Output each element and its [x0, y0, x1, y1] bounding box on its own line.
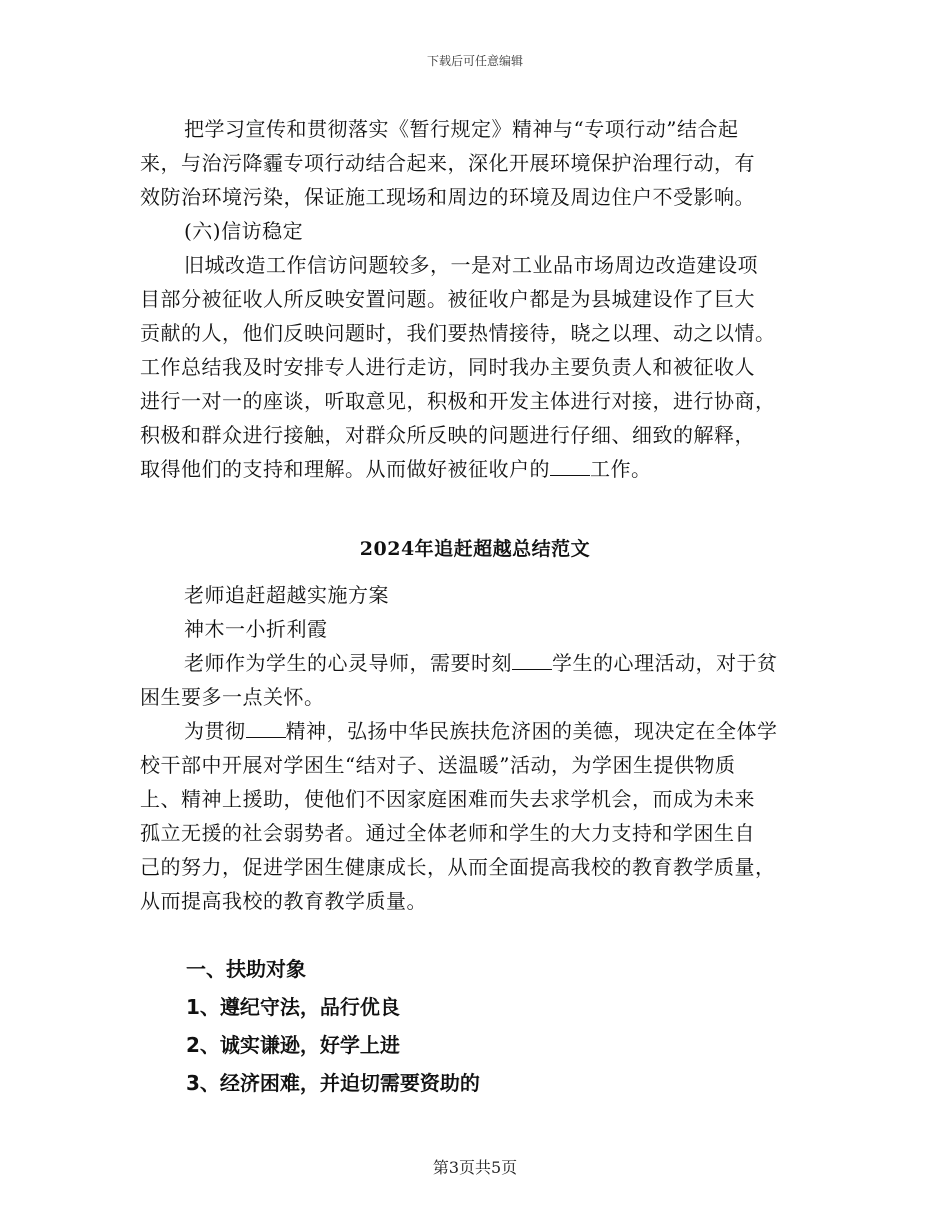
section-title: 2024年追赶超越总结范文	[359, 538, 591, 560]
text-line: 工作总结我及时安排专人进行走访，同时我办主要负责人和被征收人	[140, 355, 755, 379]
text-line: 贡献的人，他们反映问题时，我们要热情接待，晓之以理、动之以情。	[140, 321, 776, 345]
text-fragment: 老师作为学生的心灵导师，需要时刻	[184, 651, 512, 675]
list-item: 3、经济困难，并迫切需要资助的	[186, 1071, 480, 1095]
blank-underline	[246, 719, 286, 738]
text-line: 来，与治污降霾专项行动结合起来，深化开展环境保护治理行动，有	[140, 151, 755, 175]
text-line: 效防治环境污染，保证施工现场和周边的环境及周边住户不受影响。	[140, 185, 755, 209]
text-line: 进行一对一的座谈，听取意见，积极和开发主体进行对接，进行协商，	[140, 389, 776, 413]
text-line: 旧城改造工作信访问题较多，一是对工业品市场周边改造建设项	[184, 253, 758, 277]
subtitle: 老师追赶超越实施方案	[184, 583, 389, 607]
text-line: 把学习宣传和贯彻落实《暂行规定》精神与“专项行动”结合起	[184, 117, 739, 141]
text-fragment: 为贯彻	[184, 719, 246, 743]
text-line: 孤立无援的社会弱势者。通过全体老师和学生的大力支持和学困生自	[140, 821, 755, 845]
blank-underline	[550, 457, 590, 476]
text-fragment: 工作。	[590, 457, 652, 481]
text-line: 积极和群众进行接触，对群众所反映的问题进行仔细、细致的解释，	[140, 423, 755, 447]
text-line	[140, 714, 820, 748]
section-heading: (六)信访稳定	[184, 219, 304, 243]
bold-list	[186, 950, 786, 1102]
text-line	[140, 646, 820, 680]
text-line: 目部分被征收人所反映安置问题。被征收户都是为县城建设作了巨大	[140, 287, 755, 311]
author-line: 神木一小折利霞	[184, 617, 328, 641]
page-number: 第3页共5页	[432, 1158, 518, 1177]
blank-underline	[512, 651, 552, 670]
text-fragment: 取得他们的支持和理解。从而做好被征收户的	[140, 457, 550, 481]
text-fragment: 精神，弘扬中华民族扶危济困的美德，现决定在全体学	[285, 719, 778, 743]
list-item: 2、诚实谦逊，好学上进	[186, 1033, 400, 1057]
paragraph-block-2	[140, 578, 820, 918]
header-note: 下载后可任意编辑	[426, 54, 523, 68]
text-line	[140, 452, 820, 486]
text-line: 己的努力，促进学困生健康成长，从而全面提高我校的教育教学质量，	[140, 855, 776, 879]
paragraph-block-1	[140, 112, 820, 486]
text-line: 校干部中开展对学困生“结对子、送温暖”活动，为学困生提供物质	[140, 753, 736, 777]
list-item: 一、扶助对象	[186, 957, 306, 981]
text-fragment: 学生的心理活动，对于贫	[552, 651, 778, 675]
text-line: 上、精神上援助，使他们不因家庭困难而失去求学机会，而成为未来	[140, 787, 755, 811]
list-item: 1、遵纪守法，品行优良	[186, 995, 400, 1019]
text-line: 困生要多一点关怀。	[140, 685, 325, 709]
text-line: 从而提高我校的教育教学质量。	[140, 889, 427, 913]
